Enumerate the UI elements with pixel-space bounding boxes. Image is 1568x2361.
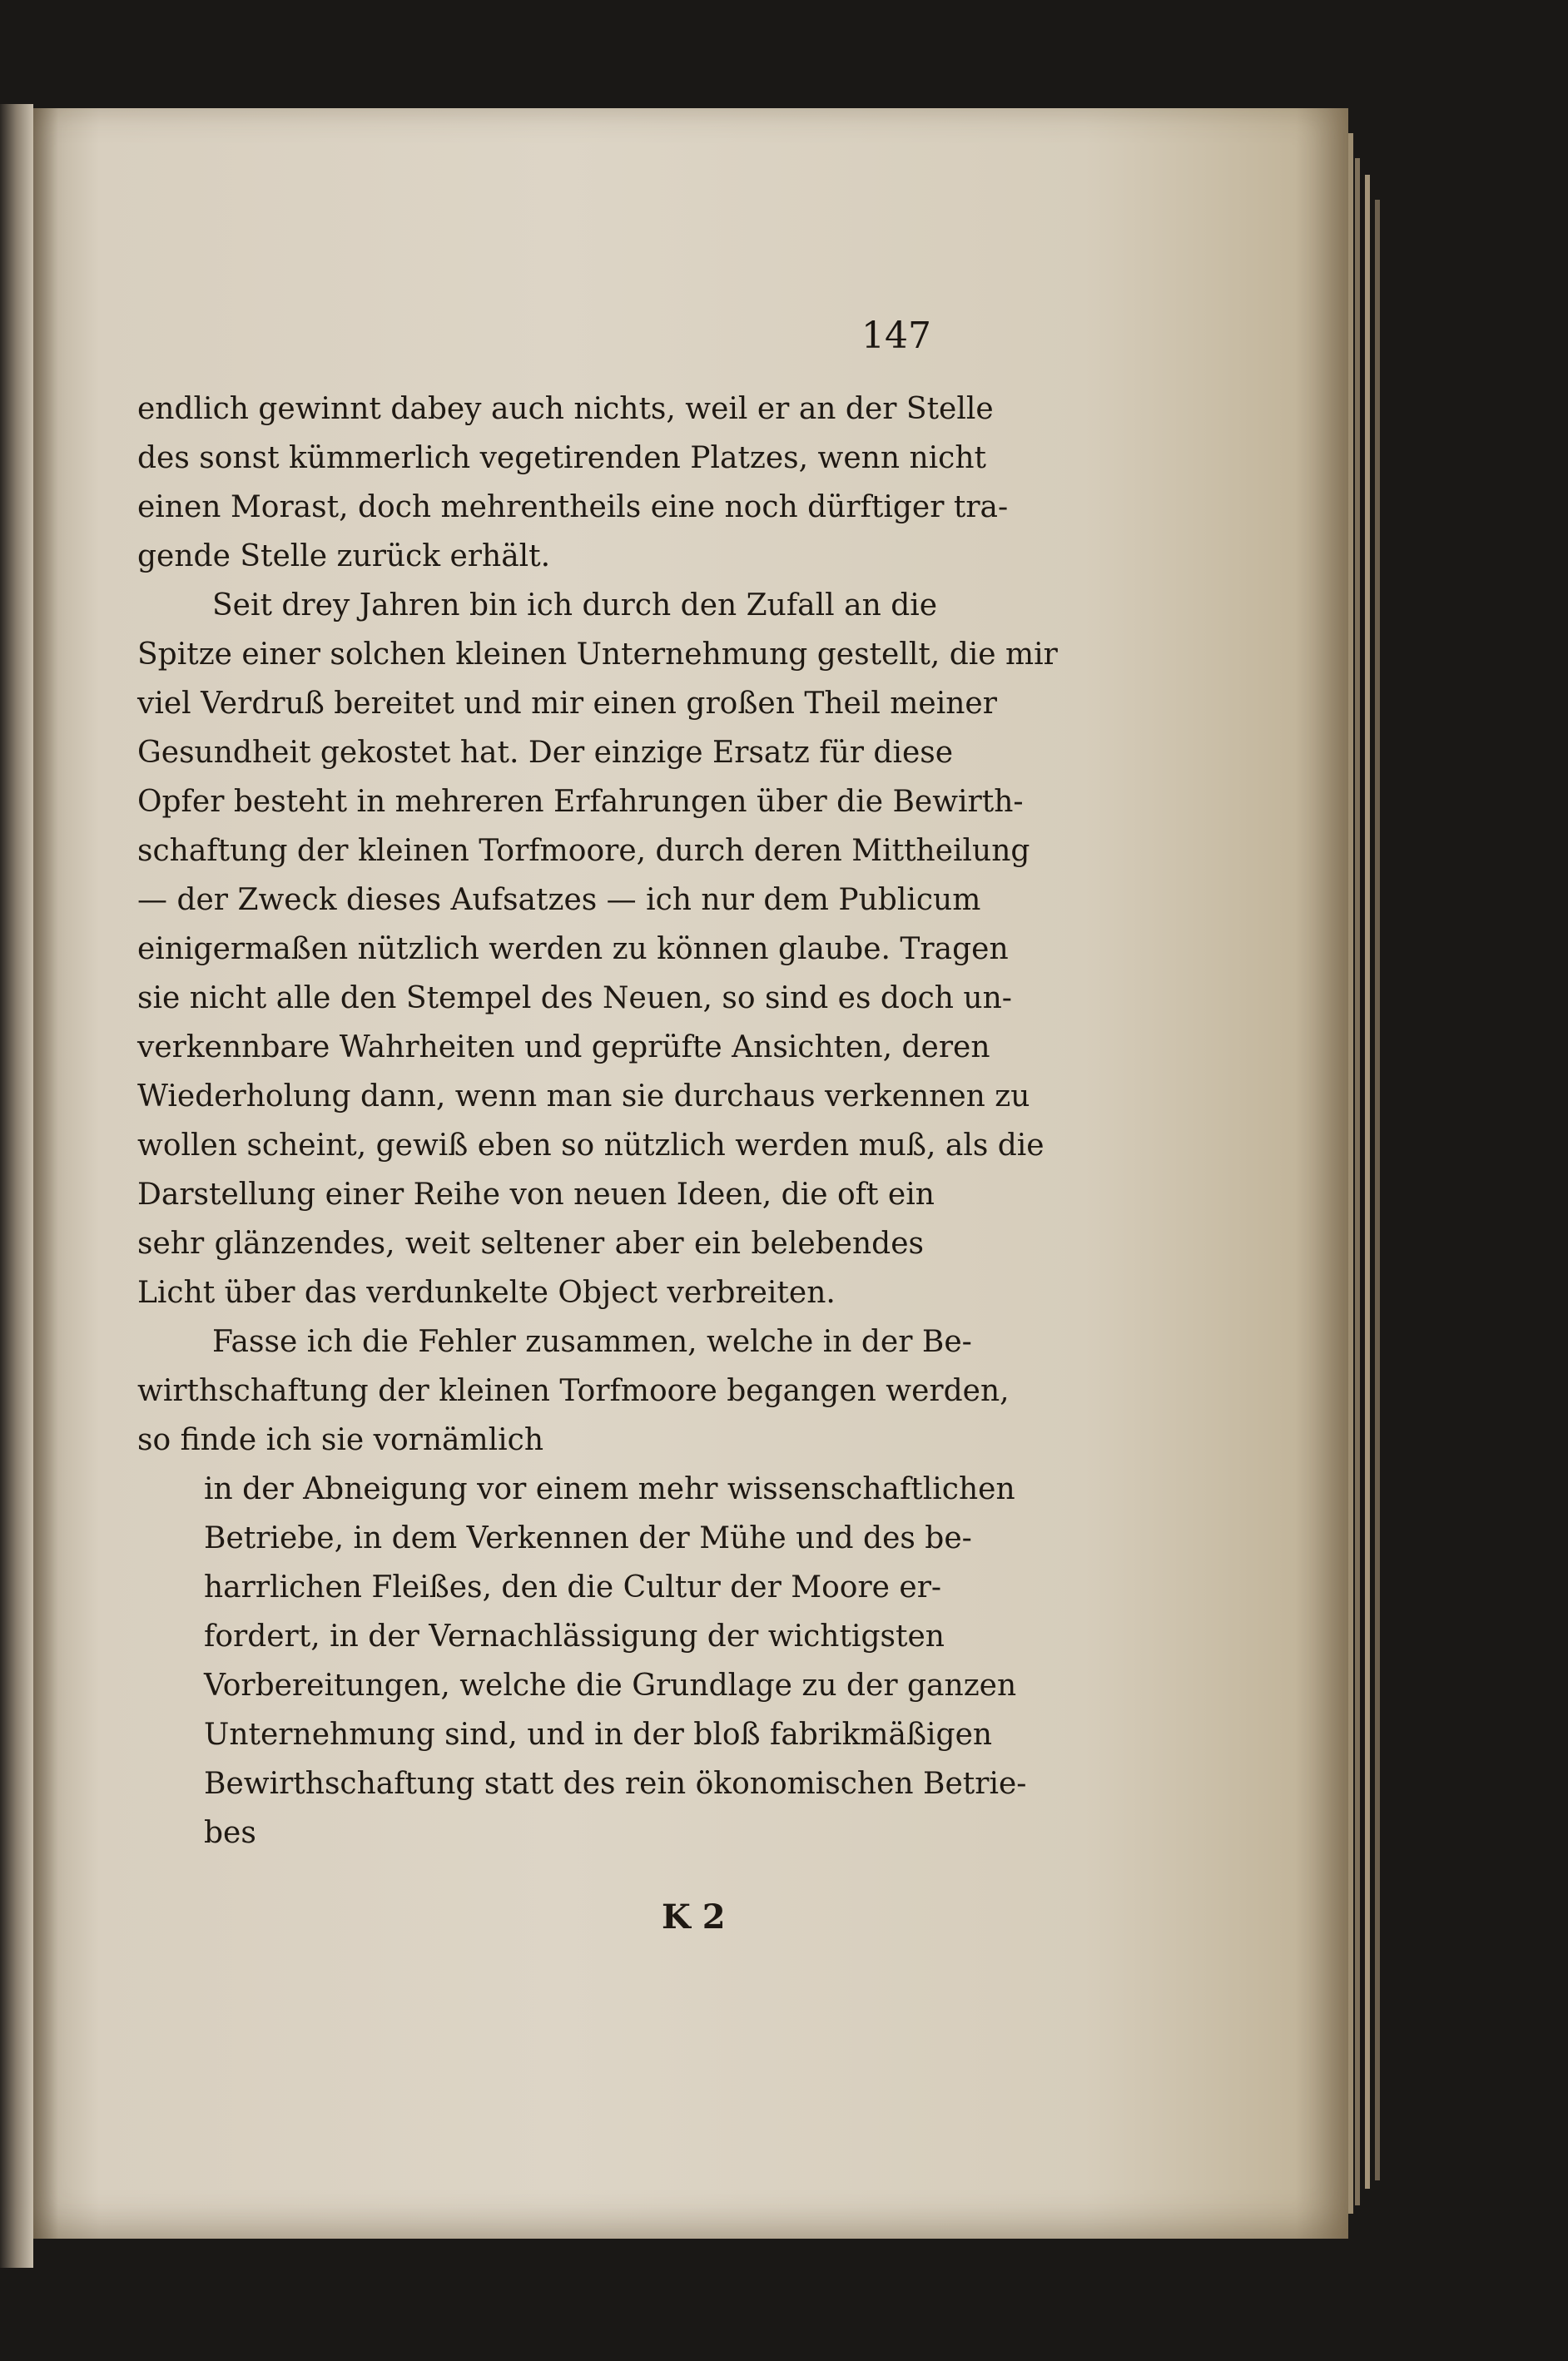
text-line: Bewirthschaftung statt des rein ökonomischen Betrie- (204, 1767, 1027, 1801)
text-line: Fasse ich die Fehler zusammen, welche in der Be- (212, 1325, 972, 1359)
text-line: Darstellung einer Reihe von neuen Ideen, die oft ein (137, 1178, 935, 1212)
page-gutter-shadow (33, 108, 58, 2239)
text-line: einigermaßen nützlich werden zu können glaube. Tragen (137, 932, 1009, 966)
text-line: sie nicht alle den Stempel des Neuen, so sind es doch un- (137, 981, 1012, 1015)
text-line: Licht über das verdunkelte Object verbreiten. (137, 1276, 836, 1310)
text-line: Opfer besteht in mehreren Erfahrungen über die Bewirth- (137, 785, 1024, 819)
text-line: wirthschaftung der kleinen Torfmoore begangen werden, (137, 1374, 1010, 1408)
text-line: harrlichen Fleißes, den die Cultur der Moore er- (204, 1570, 942, 1605)
text-line: Wiederholung dann, wenn man sie durchaus verkennen zu (137, 1079, 1030, 1114)
text-line: viel Verdruß bereitet und mir einen großen Theil meiner (137, 687, 997, 721)
text-line: Seit drey Jahren bin ich durch den Zufall an die (212, 588, 938, 622)
text-line: fordert, in der Vernachlässigung der wichtigsten (204, 1619, 945, 1654)
text-line: in der Abneigung vor einem mehr wissenschaftlichen (204, 1472, 1015, 1506)
text-line: Vorbereitungen, welche die Grundlage zu der ganzen (204, 1669, 1017, 1703)
paragraph-continuation (137, 384, 1009, 581)
page-number: 147 (861, 315, 931, 357)
text-line: sehr glänzendes, weit seltener aber ein belebendes (137, 1227, 924, 1261)
signature-mark: K 2 (662, 1897, 726, 1937)
page-edge (1348, 133, 1353, 2214)
text-line: wollen scheint, gewiß eben so nützlich werden muß, als die (137, 1128, 1045, 1163)
paragraph (137, 581, 1058, 1317)
text-line: einen Morast, doch mehrentheils eine noch dürftiger tra- (137, 490, 1009, 524)
paragraph (137, 1317, 1010, 1465)
text-line: Gesundheit gekostet hat. Der einzige Ersatz für diese (137, 736, 954, 770)
text-line: so finde ich sie vornämlich (137, 1423, 544, 1457)
text-line: gende Stelle zurück erhält. (137, 539, 551, 573)
text-line: Spitze einer solchen kleinen Unternehmung gestellt, die mir (137, 637, 1058, 672)
body-text (137, 384, 1058, 1858)
text-line: schaftung der kleinen Torfmoore, durch deren Mittheilung (137, 834, 1030, 868)
page-edge (1355, 158, 1360, 2205)
page-edge (1375, 200, 1380, 2180)
indented-list-block (137, 1465, 1027, 1858)
book-spine (0, 104, 33, 2268)
text-line: verkennbare Wahrheiten und geprüfte Ansichten, deren (137, 1030, 990, 1064)
page-edge (1365, 175, 1370, 2189)
text-line: — der Zweck dieses Aufsatzes — ich nur dem Publicum (137, 883, 981, 917)
text-line: Unternehmung sind, und in der bloß fabrikmäßigen (204, 1718, 993, 1752)
text-line: des sonst kümmerlich vegetirenden Platzes, wenn nicht (137, 441, 986, 475)
text-line: bes (204, 1816, 256, 1850)
text-line: endlich gewinnt dabey auch nichts, weil er an der Stelle (137, 392, 994, 426)
text-line: Betriebe, in dem Verkennen der Mühe und des be- (204, 1521, 972, 1555)
